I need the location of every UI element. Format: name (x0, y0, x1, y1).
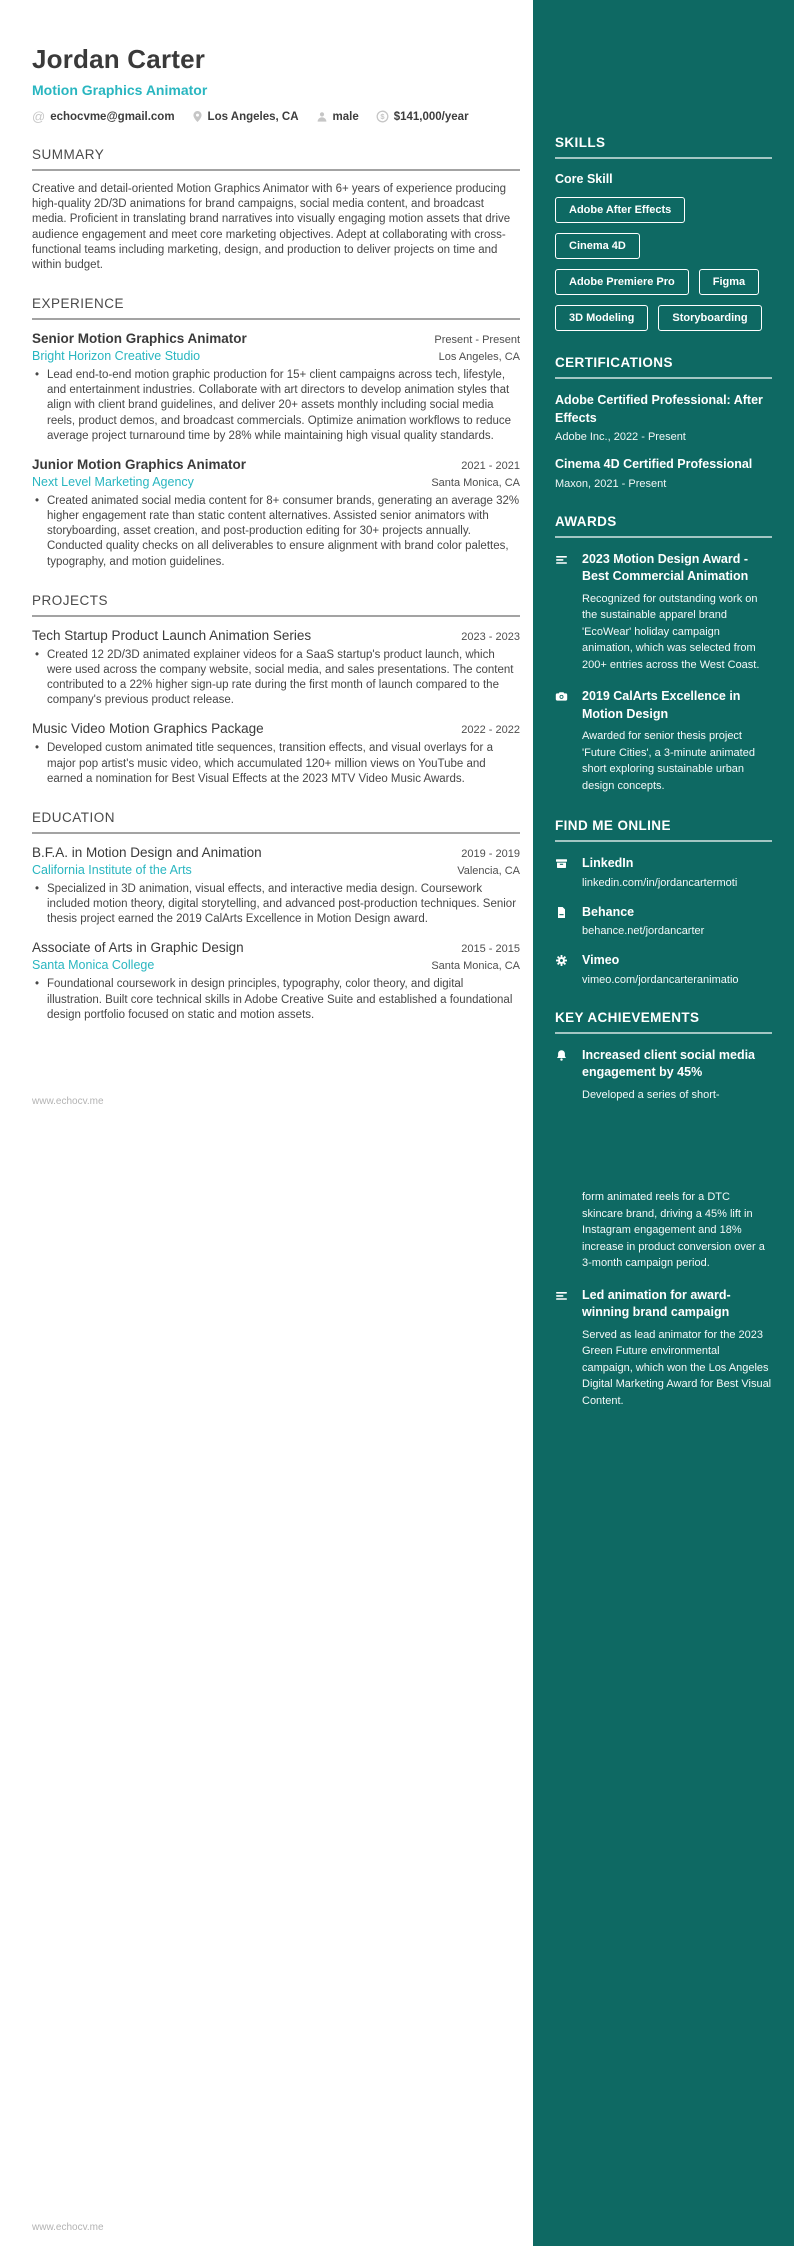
project-bullet (32, 741, 520, 787)
experience-entry (32, 457, 520, 570)
skills-section (555, 135, 772, 331)
education-heading: EDUCATION (32, 809, 116, 825)
awards-heading: AWARDS (555, 513, 617, 529)
location-pin-icon (192, 110, 203, 123)
certifications-section (555, 355, 772, 490)
lines-icon (555, 1287, 582, 1410)
summary-heading: SUMMARY (32, 147, 105, 162)
skill-pill-list (555, 197, 772, 331)
education-entry (32, 940, 520, 1023)
sidebar-divider (555, 377, 772, 379)
certification-item (555, 456, 772, 490)
social-link-item (555, 855, 772, 889)
skills-heading: SKILLS (555, 135, 606, 150)
certifications-heading: CERTIFICATIONS (555, 355, 673, 370)
job-location: Los Angeles, CA (438, 351, 520, 364)
education-bullet-text: Foundational coursework in design principles, typography, color theory, and digital illustration. Built core technical skills in Adobe Creative Suite and established a foundational design portfolio focused on static and motion assets. (47, 978, 513, 1021)
award-description: Awarded for senior thesis project 'Future Cities', a 3-minute animated short exploring sustainable urban design concepts. (582, 730, 755, 792)
at-icon: @ (32, 109, 46, 124)
job-bullet-text: Lead end-to-end motion graphic production for 15+ client campaigns across tech, lifestyle, and entertainment industries. Collaborate with art directors to develop animation styles that align with client brand guidelines, and deliver 20+ assets monthly including social media reels, product demos, and broadcast commercials. Optimize animation workflows to reduce average project turnaround time by 28% while maintaining high visual quality standards. (47, 369, 512, 442)
skill-pill: Adobe After Effects (555, 197, 685, 223)
person-icon (316, 111, 328, 123)
degree-dates: 2015 - 2015 (461, 943, 520, 956)
achievement-description-page2: form animated reels for a DTC skincare brand, driving a 45% lift in Instagram engagement and 18% increase in product conversion over a 3-month campaign period. (582, 1191, 765, 1269)
camera-icon (555, 688, 582, 794)
school-link: Santa Monica College (32, 958, 155, 973)
contact-salary (376, 110, 469, 123)
social-link-item (555, 952, 772, 986)
award-item (555, 551, 772, 674)
award-description: Recognized for outstanding work on the sustainable apparel brand 'EcoWear' holiday campaign animation, which was selected from 200+ entries across the West Coast. (582, 592, 760, 671)
social-link-url: behance.net/jordancarter (582, 925, 705, 937)
contact-location (192, 110, 299, 123)
summary-section (32, 147, 520, 273)
project-dates: 2022 - 2022 (461, 724, 520, 737)
achievement-item (555, 1287, 772, 1410)
contact-salary-text: $141,000/year (393, 110, 469, 123)
section-divider (32, 169, 520, 171)
find-me-online-heading: FIND ME ONLINE (555, 818, 671, 833)
job-company-link: Next Level Marketing Agency (32, 474, 194, 489)
section-divider (32, 832, 520, 834)
certification-item (555, 392, 772, 443)
education-section (32, 810, 520, 1023)
project-bullet (32, 648, 520, 709)
award-title: 2019 CalArts Excellence in Motion Design (582, 689, 741, 721)
certification-meta: Adobe Inc., 2022 - Present (555, 431, 686, 443)
page-break-gap (582, 1103, 772, 1189)
skill-pill: Figma (699, 269, 759, 295)
project-title: Music Video Motion Graphics Package (32, 721, 264, 737)
job-title: Senior Motion Graphics Animator (32, 331, 247, 347)
job-bullet (32, 368, 520, 444)
bullet-marker: • (35, 882, 40, 895)
project-dates: 2023 - 2023 (461, 630, 520, 643)
find-me-online-section (555, 818, 772, 986)
contact-row (32, 109, 520, 124)
sidebar-divider (555, 536, 772, 538)
bullet-marker: • (35, 648, 40, 661)
school-link: California Institute of the Arts (32, 862, 192, 877)
award-title: 2023 Motion Design Award - Best Commercial Animation (582, 551, 749, 583)
project-bullet-text: Created 12 2D/3D animated explainer videos for a SaaS startup's product launch, which were used across the company website, social media, and sales presentations. The content contributed to a 22% higher sign-up rate during the first month of launch compared to the company's previous product release. (47, 648, 514, 707)
social-link-label: Behance (582, 904, 635, 919)
project-title: Tech Startup Product Launch Animation Series (32, 627, 312, 643)
projects-heading: PROJECTS (32, 592, 109, 608)
skill-pill: Cinema 4D (555, 233, 640, 259)
awards-section (555, 514, 772, 795)
section-divider (32, 318, 520, 320)
job-dates: Present - Present (434, 334, 520, 347)
job-location: Santa Monica, CA (431, 476, 520, 489)
project-bullet-text: Developed custom animated title sequences, transition effects, and visual overlays for a major pop artist's music video, which accumulated 120+ million views on YouTube and earned a nomination for Best Visual Effects at the 2023 MTV Video Music Awards. (47, 742, 493, 785)
education-bullet-text: Specialized in 3D animation, visual effects, and interactive media design. Coursework included motion theory, digital storytelling, and advanced post-production techniques. Senior thesis project earned the 2019 CalArts Excellence in Motion Design award. (47, 882, 517, 926)
candidate-name: Jordan Carter (32, 44, 206, 74)
bullet-marker: • (35, 978, 40, 991)
sidebar-divider (555, 157, 772, 159)
job-company-link: Bright Horizon Creative Studio (32, 349, 201, 364)
social-link-label: LinkedIn (582, 856, 634, 870)
summary-text: Creative and detail-oriented Motion Graphics Animator with 6+ years of experience producing high-quality 2D/3D animations for brand campaigns, social media content, and broadcast media. Proficient in translating brand narratives into visually engaging motion assets that drive audience engagement and meet core marketing objectives. Adept at collaborating with cross-functional teams including marketing, design, and production to deliver projects on time and within budget. (32, 183, 511, 271)
achievement-title: Led animation for award-winning brand campaign (582, 1287, 731, 1319)
svg-text:$: $ (380, 112, 385, 122)
bullet-marker: • (35, 742, 40, 755)
key-achievements-heading: KEY ACHIEVEMENTS (555, 1009, 700, 1025)
achievement-description: Served as lead animator for the 2023 Green Future environmental campaign, which won the Los Angeles Digital Marketing Award for Best Visual Content. (582, 1328, 772, 1407)
key-achievements-section (555, 1010, 772, 1410)
skills-subheading: Core Skill (555, 172, 613, 186)
achievement-item (555, 1047, 772, 1272)
contact-email (32, 109, 175, 124)
certification-name: Adobe Certified Professional: After Effects (555, 393, 763, 425)
sidebar (533, 0, 794, 2246)
certification-meta: Maxon, 2021 - Present (555, 477, 667, 490)
degree-dates: 2019 - 2019 (461, 847, 520, 860)
experience-section (32, 296, 520, 570)
contact-location-text: Los Angeles, CA (207, 110, 299, 123)
projects-section (32, 593, 520, 787)
award-item (555, 688, 772, 794)
contact-gender-text: male (332, 110, 359, 123)
social-link-url: vimeo.com/jordancarteranimatio (582, 973, 739, 986)
archive-icon (555, 855, 582, 889)
lines-icon (555, 551, 582, 674)
contact-gender (316, 111, 359, 123)
skill-pill: Adobe Premiere Pro (555, 269, 689, 295)
sidebar-divider (555, 1032, 772, 1034)
education-entry (32, 845, 520, 928)
bell-icon (555, 1047, 582, 1272)
school-location: Santa Monica, CA (431, 960, 520, 973)
experience-heading: EXPERIENCE (32, 296, 125, 312)
job-bullet-text: Created animated social media content for 8+ consumer brands, generating an average 32% higher engagement rate than static content alternatives. Assisted senior animators with storyboarding, asset creation, and post-production editing for 30+ projects annually. Conducted quality checks on all deliverables to ensure alignment with brand color palettes, typography, and motion guidelines. (47, 494, 520, 568)
achievement-title: Increased client social media engagement by 45% (582, 1047, 755, 1079)
education-bullet (32, 882, 520, 928)
project-entry (32, 721, 520, 787)
job-title: Junior Motion Graphics Animator (32, 456, 247, 472)
contact-email-text: echocvme@gmail.com (50, 110, 175, 123)
page1-footer-url: www.echocv.me (32, 1096, 104, 1107)
education-bullet (32, 977, 520, 1023)
degree-title: Associate of Arts in Graphic Design (32, 940, 244, 956)
job-dates: 2021 - 2021 (461, 459, 520, 472)
experience-entry (32, 331, 520, 444)
main-column (0, 0, 533, 1036)
skill-pill: Storyboarding (658, 305, 761, 331)
section-divider (32, 615, 520, 617)
candidate-title: Motion Graphics Animator (32, 82, 208, 98)
social-link-url: linkedin.com/in/jordancartermoti (582, 876, 738, 889)
page2-footer-url: www.echocv.me (32, 2222, 104, 2233)
degree-title: B.F.A. in Motion Design and Animation (32, 844, 262, 860)
bullet-marker: • (35, 369, 40, 382)
social-link-label: Vimeo (582, 953, 620, 967)
gear-icon (555, 952, 582, 986)
project-entry (32, 628, 520, 709)
school-location: Valencia, CA (457, 864, 520, 877)
sidebar-divider (555, 840, 772, 842)
dollar-circle-icon (376, 110, 389, 123)
file-icon (555, 904, 582, 938)
skill-pill: 3D Modeling (555, 305, 648, 331)
social-link-item (555, 904, 772, 938)
achievement-description-page1: Developed a series of short- (582, 1088, 720, 1101)
bullet-marker: • (35, 494, 40, 507)
job-bullet (32, 494, 520, 570)
certification-name: Cinema 4D Certified Professional (555, 457, 753, 471)
